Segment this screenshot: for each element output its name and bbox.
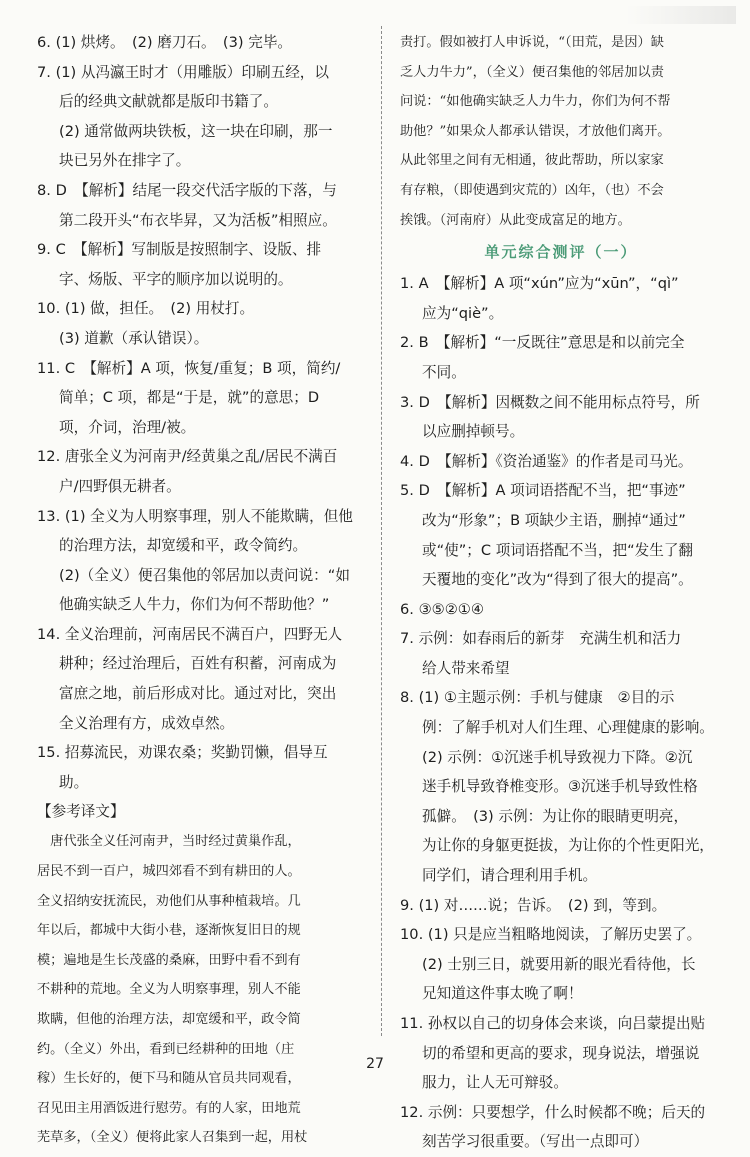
- right-column-line: 7. 示例：如春雨后的新芽 充满生机和活力: [400, 630, 682, 648]
- left-column-line: 全义治理有方，成效卓然。: [59, 714, 235, 732]
- left-column-line: 13. (1) 全义为人明察事理，别人不能欺瞒，但他: [37, 507, 353, 525]
- right-column-line: 4. D 【解析】《资治通鉴》的作者是司马光。: [400, 452, 693, 470]
- left-column-line: 【参考译文】: [37, 803, 125, 821]
- right-column-line: 12. 示例：只要想学，什么时候都不晚；后天的: [400, 1103, 706, 1121]
- left-column-line: 不耕种的荒地。全义为人明察事理，别人不能: [37, 982, 301, 998]
- right-column-line: 应为“qiè”。: [422, 304, 504, 322]
- left-column-line: 11. C 【解析】A 项，恢复/重复；B 项，简约/: [37, 359, 341, 377]
- right-column-line: 天覆地的变化”改为“得到了很大的提高”。: [422, 571, 693, 589]
- left-column-line: 的治理方法，却宽缓和平，政令简约。: [59, 537, 308, 555]
- right-column-line: 有存粮，（即使遇到灾荒的）凶年，（也）不会: [400, 182, 664, 198]
- right-column-line: 刻苦学习很重要。（写出一点即可）: [422, 1133, 649, 1151]
- left-column-line: 助。: [59, 773, 89, 791]
- right-column-line: 10. (1) 只是应当粗略地阅读，了解历史罢了。: [400, 926, 702, 944]
- left-column-line: 约。（全义）外出，看到已经耕种的田地（庄: [37, 1041, 295, 1057]
- right-column: [400, 28, 722, 1157]
- right-column-line: 责打。假如被打人申诉说，“（田荒，是因）缺: [400, 35, 664, 50]
- left-column-line: 耕种；经过治理后，百姓有积蓄，河南成为: [59, 655, 337, 673]
- right-column-line: 问说：“如他确实缺乏人力牛力，你们为何不帮: [400, 94, 671, 110]
- right-column-line: 或“使”；C 项词语搭配不当，把“发生了翻: [422, 541, 694, 559]
- right-column-line: 服力，让人无可辩驳。: [422, 1074, 568, 1092]
- left-column-line: 6. (1) 烘烤。 (2) 磨刀石。 (3) 完毕。: [37, 34, 293, 51]
- left-column-line: 8. D 【解析】结尾一段交代活字版的下落，与: [37, 181, 337, 199]
- right-column-line: 从此邻里之间有无相通，彼此帮助，所以家家: [400, 153, 664, 169]
- left-column-line: 芜草多，（全义）便将此家人召集到一起，用杖: [37, 1130, 308, 1146]
- right-column-line: 迷手机导致脊椎变形。③沉迷手机导致性格: [422, 778, 698, 796]
- left-column-line: 14. 全义治理前，河南居民不满百户，四野无人: [37, 625, 343, 643]
- right-column-line: 3. D 【解析】因概数之间不能用标点符号，所: [400, 393, 700, 411]
- left-column-line: 12. 唐张全义为河南尹/经黄巢之乱/居民不满百: [37, 448, 338, 466]
- left-column-line: 富庶之地，前后形成对比。通过对比，突出: [59, 685, 337, 703]
- column-divider: [381, 26, 382, 1036]
- right-column-line: 为让你的身躯更挺拔，为让你的个性更阳光，: [422, 837, 714, 855]
- right-column-line: 给人带来希望: [422, 659, 510, 677]
- left-column-line: 召见田主用酒饭进行慰劳。有的人家，田地荒: [37, 1100, 301, 1116]
- right-column-line: 改为“形象”；B 项缺少主语，删掉“通过”: [422, 511, 686, 529]
- left-column-line: 唐代张全义任河南尹，当时经过黄巢作乱，: [37, 834, 301, 850]
- left-column-line: (2) 通常做两块铁板，这一块在印刷，那一: [59, 122, 333, 140]
- right-column-line: (2) 示例：①沉迷手机导致视力下降。②沉: [422, 748, 693, 766]
- scan-shadow: [626, 6, 736, 24]
- left-column-line: 10. (1) 做，担任。 (2) 用杖打。: [37, 300, 255, 318]
- left-column: [37, 28, 367, 1153]
- left-column-line: 9. C 【解析】写制版是按照制字、设版、排: [37, 241, 322, 259]
- left-column-line: 欺瞒，但他的治理方法，却宽缓和平，政令简: [37, 1012, 301, 1027]
- right-column-line: 乏人力牛力”，（全义）便召集他的邻居加以责: [400, 64, 664, 80]
- left-column-line: 字、炀版、平字的顺序加以说明的。: [59, 270, 293, 288]
- right-column-line: 以应删掉顿号。: [422, 423, 525, 441]
- left-column-line: (3) 道歉（承认错误）。: [59, 329, 209, 347]
- right-column-line: 单元综合测评（一）: [484, 243, 638, 262]
- left-column-line: 简单；C 项，都是“于是，就”的意思；D: [59, 389, 320, 407]
- left-column-line: 7. (1) 从冯瀛王时才（用雕版）印刷五经，以: [37, 63, 329, 81]
- right-column-line: 11. 孙权以自己的切身体会来谈，向吕蒙提出贴: [400, 1015, 706, 1032]
- right-column-line: 不同。: [422, 363, 466, 381]
- left-column-line: 户/四野俱无耕者。: [59, 477, 181, 495]
- right-column-line: (2) 士别三日，就要用新的眼光看待他，长: [422, 955, 696, 973]
- right-column-line: 5. D 【解析】A 项词语搭配不当，把“事迹”: [400, 482, 686, 500]
- left-column-line: 第二段开头“布衣毕昇，又为活板”相照应。: [59, 211, 337, 229]
- right-column-line: 8. (1) ①主题示例：手机与健康 ②目的示: [400, 689, 675, 707]
- right-column-line: 6. ③⑤②①④: [400, 600, 484, 618]
- left-column-line: 全义招纳安抚流民，劝他们从事种植栽培。几: [37, 893, 301, 909]
- page-number: 27: [366, 1056, 384, 1072]
- left-column-line: 块已另外在排字了。: [59, 152, 191, 170]
- left-column-line: 15. 招募流民，劝课农桑；奖勤罚懒，倡导互: [37, 744, 328, 762]
- right-column-line: 9. (1) 对……说；告诉。 (2) 到，等到。: [400, 896, 667, 914]
- right-column-line: 例：了解手机对人们生理、心理健康的影响。: [422, 719, 714, 737]
- right-column-line: 助他？”如果众人都承认错误，才放他们离开。: [400, 123, 671, 139]
- left-column-line: 项，介词，治理/被。: [59, 418, 196, 436]
- right-column-line: 孤僻。 (3) 示例：为让你的眼睛更明亮，: [422, 807, 689, 825]
- right-column-line: 1. A 【解析】A 项“xún”应为“xūn”，“qì”: [400, 275, 679, 293]
- left-column-line: 模；遍地是生长茂盛的桑麻，田野中看不到有: [37, 952, 301, 968]
- right-column-line: 挨饿。（河南府）从此变成富足的地方。: [400, 212, 631, 228]
- right-column-line: 兄知道这件事太晚了啊！: [422, 985, 583, 1003]
- left-column-line: 稼）生长好的，便下马和随从官员共同观看，: [37, 1071, 301, 1087]
- right-column-line: 同学们，请合理利用手机。: [422, 867, 598, 885]
- left-column-line: (2)（全义）便召集他的邻居加以责问说：“如: [59, 566, 350, 584]
- left-column-line: 年以后，都城中大街小巷，逐渐恢复旧日的规: [37, 923, 301, 939]
- right-column-line: 切的希望和更高的要求，现身说法，增强说: [422, 1044, 700, 1062]
- left-column-line: 后的经典文献就都是版印书籍了。: [59, 93, 278, 111]
- right-column-line: 2. B 【解析】“一反既往”意思是和以前完全: [400, 334, 685, 352]
- left-column-line: 他确实缺乏人牛力，你们为何不帮助他？”: [59, 596, 330, 614]
- left-column-line: 居民不到一百户，城四郊看不到有耕田的人。: [37, 864, 301, 880]
